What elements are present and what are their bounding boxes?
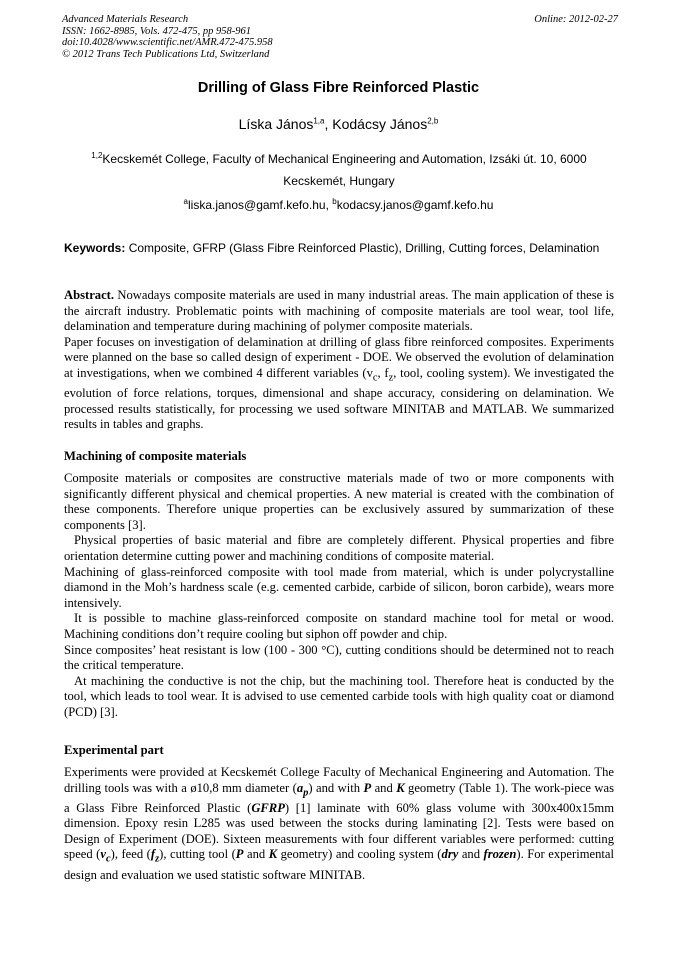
- machining-p2: Physical properties of basic material and fibre are completely different. Physical properties and fibre orientation determine cutting power and machining conditions of composite material.: [64, 533, 614, 563]
- abstract-p2b: , f: [377, 365, 389, 380]
- affiliation-line-2: Kecskemét, Hungary: [283, 174, 395, 188]
- exp-text-3: geometry (Table 1). The work-piece was a Glass Fibre Reinforced Plastic (: [64, 780, 614, 815]
- journal-name: Advanced Materials Research: [62, 14, 189, 25]
- exp-and-2: and: [243, 847, 269, 862]
- author-list: [62, 116, 615, 132]
- p-geometry: P: [363, 780, 372, 795]
- email-b-link[interactable]: kodacsy.janos@gamf.kefo.hu: [336, 198, 494, 212]
- author-1-sup: 1,a: [313, 116, 325, 126]
- p-geometry-2: P: [235, 847, 244, 862]
- machining-p6: At machining the conductive is not the chip, but the machining tool. Therefore heat is conducted by the tool, which leads to tool wear. It is advised to use cemented carbide tools with high quality coat or diamond (PCD) [3].: [64, 673, 614, 719]
- ap-subscript: p: [303, 787, 309, 799]
- abstract-p1: Nowadays composite materials are used in many industrial areas. The main application of these is the aircraft industry. Problematic points with machining of composite materials are tool wear, tool life, delamination and temperature during machining of polymer composite materials.: [64, 288, 614, 334]
- machining-p5: Since composites’ heat resistant is low (100 - 300 °C), cutting conditions should be determined not to reach the critical temperature.: [64, 642, 614, 673]
- vc-sub: c: [105, 854, 111, 865]
- keywords-label: Keywords:: [64, 241, 126, 255]
- author-2-name: Kodácsy János: [332, 116, 428, 132]
- email-b-sup: b: [332, 197, 337, 206]
- section-heading-machining: Machining of composite materials: [64, 449, 247, 463]
- k-geometry: K: [396, 780, 405, 795]
- ap-symbol: a: [296, 780, 304, 795]
- abstract-label: Abstract.: [64, 288, 115, 302]
- exp-text-1: Experiments were provided at Kecskemét College Faculty of Mechanical Engineering and Automation. The drilling tools was with a ø10,8 mm diameter (: [64, 765, 614, 795]
- machining-p1: Composite materials or composites are constructive materials made of two or more components with significantly different physical and chemical properties. A new material is created with the combination of these components. Therefore unique properties can be exclusively assured by summarization of these components [3].: [64, 471, 614, 532]
- gfrp-term: GFRP: [251, 800, 285, 815]
- author-emails: $^a$liska.janos@gamf.kefo.hu, $^b$kodacsy.janos@gamf.kefo.hu: [183, 197, 494, 212]
- keywords: [64, 241, 614, 256]
- machining-p4: It is possible to machine glass-reinforced composite on standard machine tool for metal or wood. Machining conditions don’t require cooling but siphon off powder and chip.: [64, 611, 614, 641]
- exp-text-5: ), feed (: [110, 847, 151, 862]
- experimental-paragraph: [64, 765, 614, 883]
- frozen-term: frozen: [483, 847, 517, 862]
- affiliation-line-1: Kecskemét College, Faculty of Mechanical Engineering and Automation, Izsáki út. 10, 6000: [102, 152, 587, 166]
- abstract-p2c: , tool, cooling system). We investigated the evolution of force relations, torques, dimensional and shape accuracy, considering on delamination. We processed results statistically, for processing we used software MINITAB and MATLAB. We summarized results in tables and graphs.: [64, 365, 615, 432]
- fz-subscript: z: [388, 372, 394, 384]
- paper-title: Drilling of Glass Fibre Reinforced Plastic: [197, 80, 480, 96]
- fz-symbol: f: [150, 847, 156, 862]
- author-separator: ,: [324, 116, 333, 132]
- copyright-line: © 2012 Trans Tech Publications Ltd, Switzerland: [62, 48, 270, 60]
- fz-sub: z: [155, 854, 160, 865]
- section-experimental: [64, 765, 614, 883]
- k-geometry-2: K: [268, 847, 278, 862]
- vc-subscript: c: [372, 372, 378, 384]
- keywords-text: Composite, GFRP (Glass Fibre Reinforced Plastic), Drilling, Cutting forces, Delamination: [125, 241, 600, 255]
- email-a-sup: a: [183, 197, 188, 206]
- journal-header: [62, 14, 618, 60]
- email-a-link[interactable]: liska.janos@gamf.kefo.hu: [188, 198, 326, 212]
- dry-term: dry: [441, 847, 459, 862]
- author-1-name: Líska János: [238, 116, 314, 132]
- exp-text-4: ) [1] laminate with 60% glass volume with 300x400x15mm dimension. Epoxy resin L285 was used between the stocks during laminating [2]. Tests were based on Design of Experiment (DOE). Sixteen measurements with four different variables were performed: cutting speed (: [64, 800, 615, 862]
- affiliation: [70, 148, 608, 192]
- affiliation-sup: 1,2: [91, 151, 103, 160]
- exp-text-6: ), cutting tool (: [159, 847, 236, 862]
- vc-symbol: v: [100, 847, 106, 862]
- exp-text-8: ). For experimental design and evaluation we used statistic software MINITAB.: [64, 847, 614, 882]
- exp-and-1: and: [371, 780, 397, 795]
- author-2-sup: 2,b: [427, 116, 439, 126]
- abstract: [64, 288, 614, 433]
- section-machining: [64, 471, 614, 721]
- abstract-p2a: Paper focuses on investigation of delamination at drilling of glass fibre reinforced composites. Experiments were planned on the base so called design of experiment - DOE. We observed the evolution of delamination at investigations, when we combined 4 different variables (v: [64, 334, 614, 380]
- issn-line: ISSN: 1662-8985, Vols. 472-475, pp 958-961: [62, 25, 251, 37]
- exp-text-2: ) and with: [308, 780, 364, 795]
- doi-line: doi:10.4028/www.scientific.net/AMR.472-475.958: [62, 37, 273, 48]
- machining-p3: Machining of glass-reinforced composite with tool made from material, which is under polycrystalline diamond in the Moh’s hardness scale (e.g. cemented carbide, carbide of silicon, boron carbide), wears more intensively.: [64, 564, 614, 610]
- exp-and-3: and: [458, 847, 484, 862]
- exp-text-7: geometry) and cooling system (: [277, 847, 442, 862]
- online-date: Online: 2012-02-27: [534, 14, 618, 25]
- section-heading-experimental: Experimental part: [64, 743, 164, 757]
